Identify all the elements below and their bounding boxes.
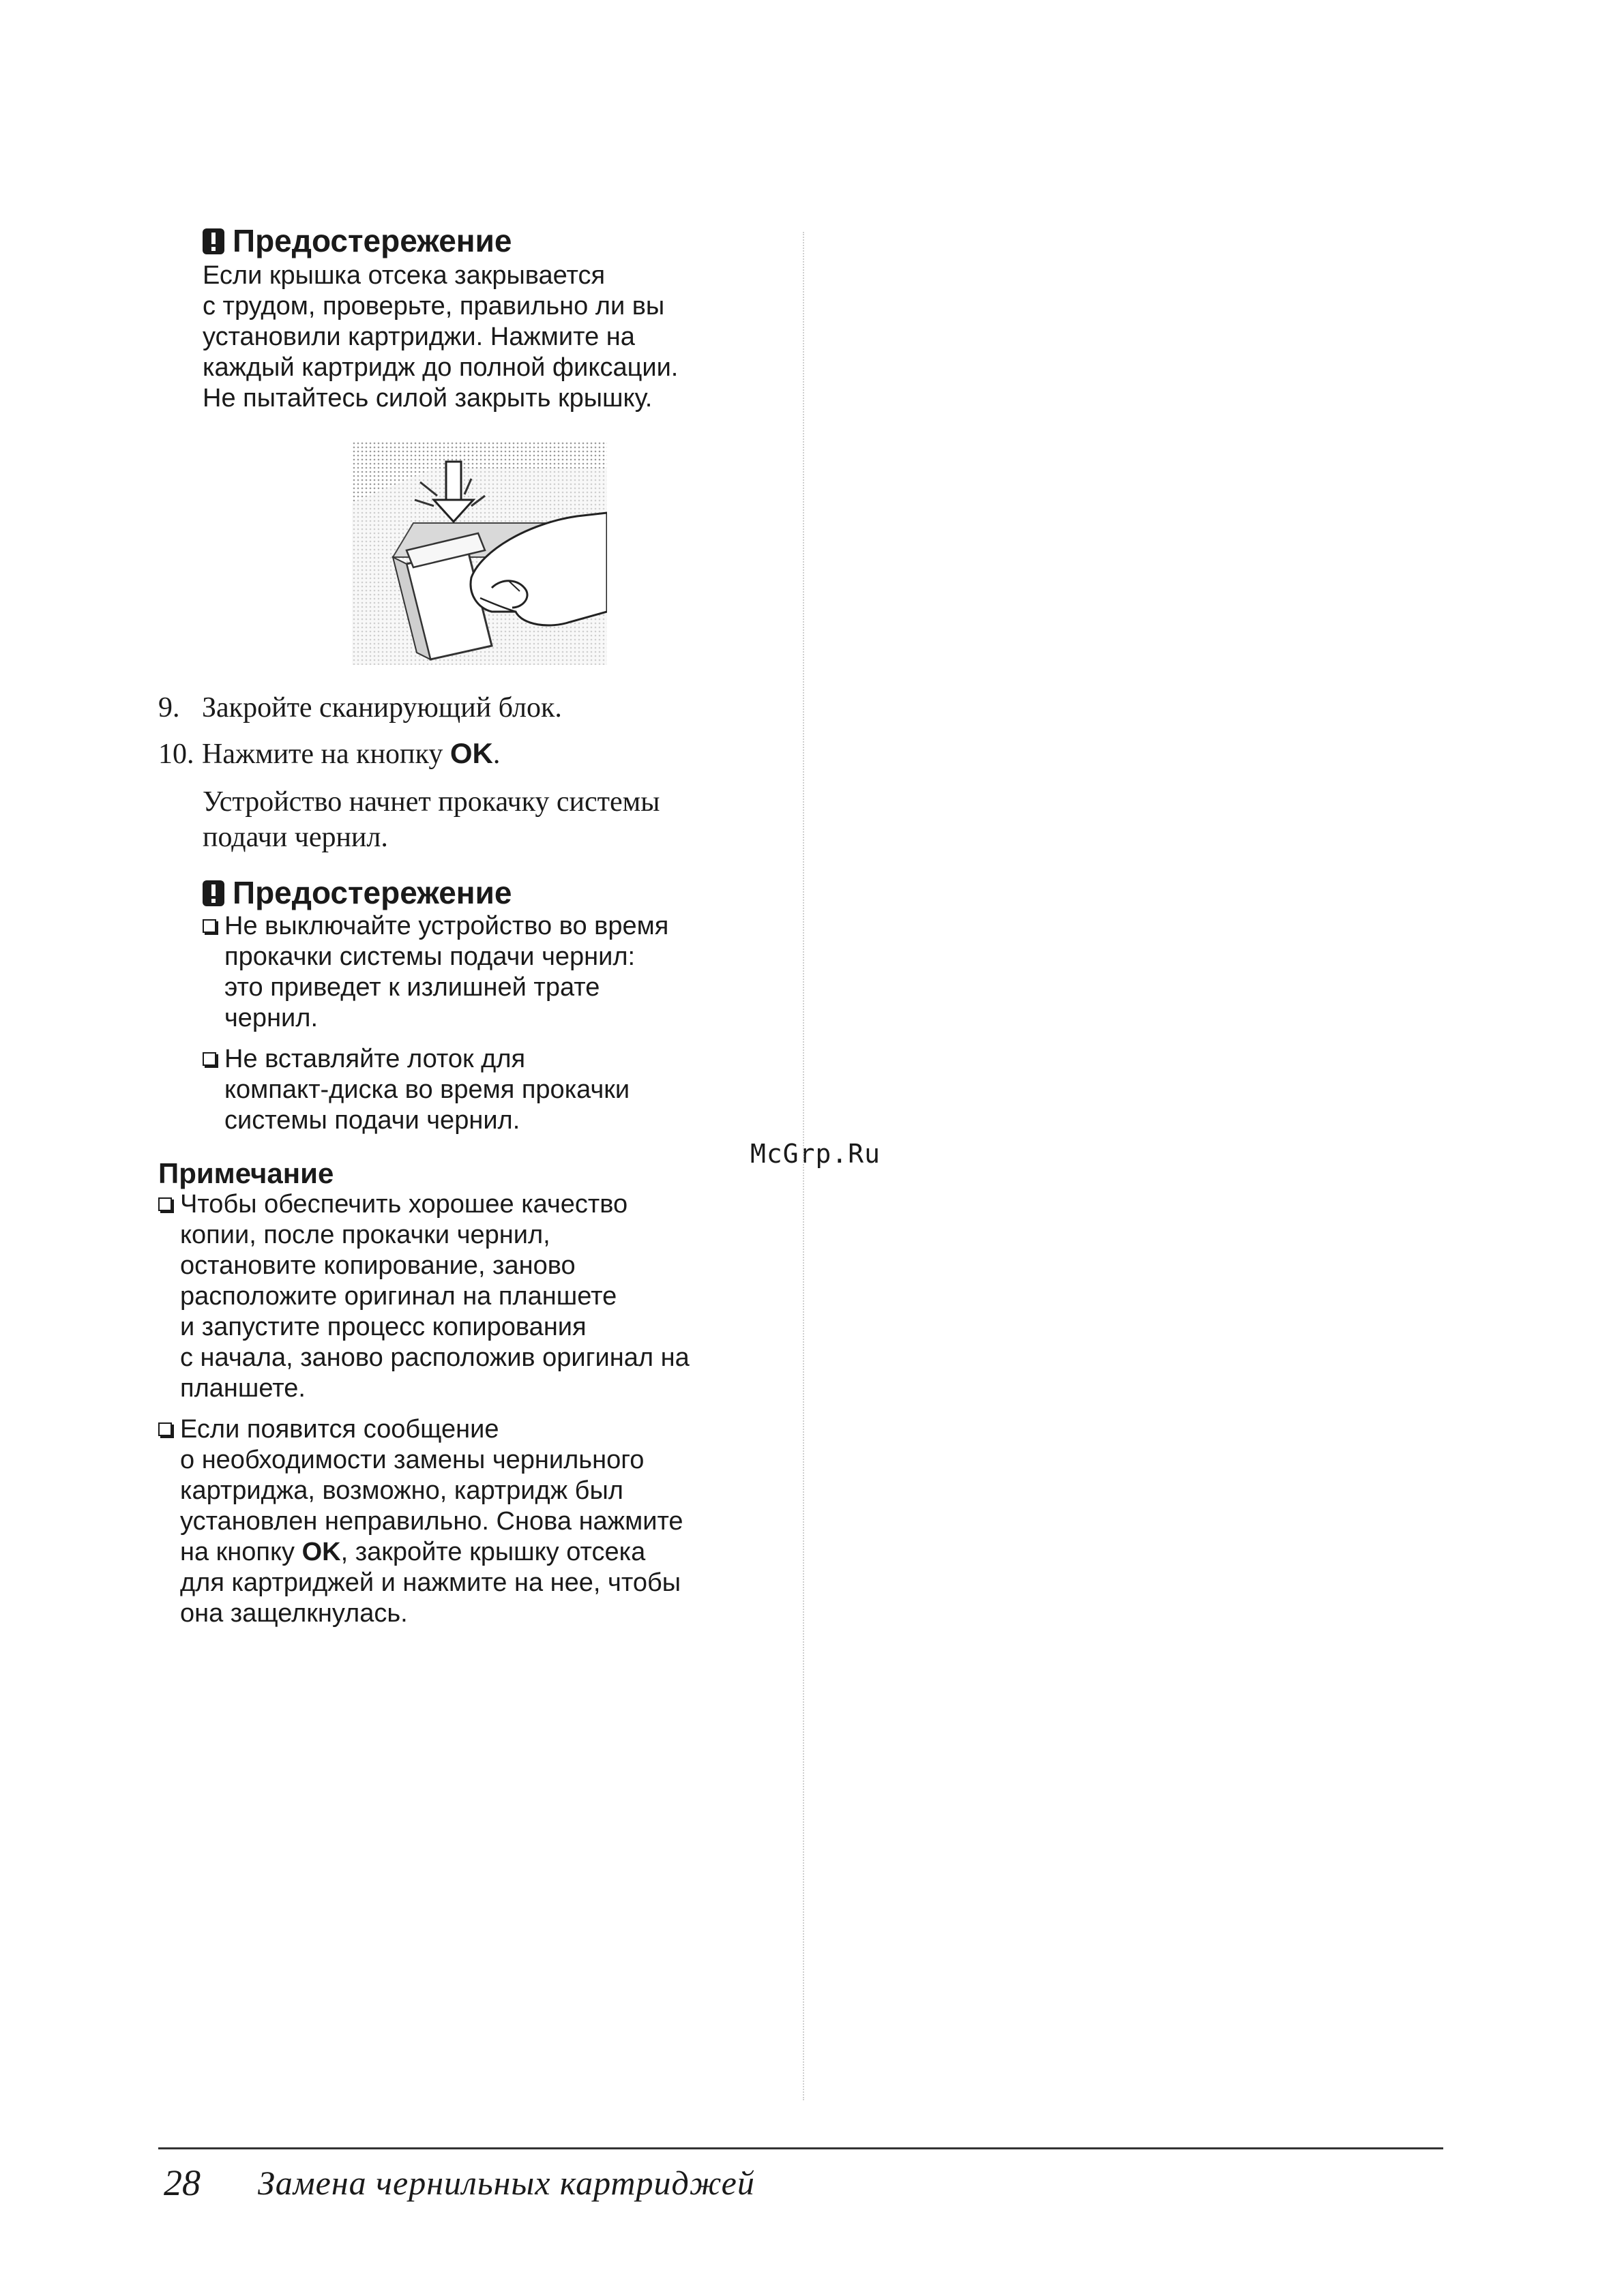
note-title: Примечание	[158, 1157, 334, 1189]
checkbox-bullet-icon	[158, 1414, 180, 1629]
checkbox-bullet-icon	[203, 1044, 224, 1136]
section-title: Замена чернильных картриджей	[258, 2164, 755, 2202]
caution-block-2	[203, 874, 668, 1136]
caution-bullet: Не выключайте устройство во время прокачки системы подачи чернил: это приведет к излишней трате чернил.	[203, 911, 668, 1034]
warning-icon	[203, 228, 224, 254]
warning-icon	[203, 880, 224, 906]
caution-title: Предостережение	[203, 222, 678, 259]
page-number: 28	[164, 2162, 201, 2203]
note-block	[158, 1158, 690, 1629]
checkbox-bullet-icon	[158, 1189, 180, 1404]
caution-title: Предостережение	[203, 874, 668, 911]
step-10: 10. Нажмите на кнопку OK.	[158, 737, 501, 770]
note-bullet: Чтобы обеспечить хорошее качество копии, после прокачки чернил, остановите копирование, заново расположите оригинал на планшете и запустите процесс копирования с начала, заново расположив оригинал на планшете.	[158, 1189, 690, 1404]
footer-rule	[158, 2147, 1443, 2149]
caution-text: Если крышка отсека закрывается с трудом, проверьте, правильно ли вы установили картриджи. Нажмите на каждый картридж до полной фиксации. Не пытайтесь силой закрыть крышку.	[203, 261, 679, 413]
caution-bullet: Не вставляйте лоток для компакт-диска во время прокачки системы подачи чернил.	[203, 1044, 668, 1136]
ok-key-label: OK	[449, 737, 493, 769]
step-9: 9. Закройте сканирующий блок.	[158, 692, 562, 724]
column-divider	[803, 232, 804, 2100]
step-10-detail: Устройство начнет прокачку системы подачи чернил.	[203, 786, 660, 853]
cartridge-press-illustration	[352, 441, 607, 665]
caution-block-1	[203, 222, 678, 414]
checkbox-bullet-icon	[203, 911, 224, 1034]
watermark: McGrp.Ru	[750, 1139, 881, 1169]
note-bullet: Если появится сообщение о необходимости замены чернильного картриджа, возможно, картридж был установлен неправильно. Снова нажмите на кнопку OK, закройте крышку отсека для картриджей и нажмите на нее, чтобы она защелкнулась.	[158, 1414, 690, 1629]
ok-key-label: OK	[301, 1538, 341, 1566]
